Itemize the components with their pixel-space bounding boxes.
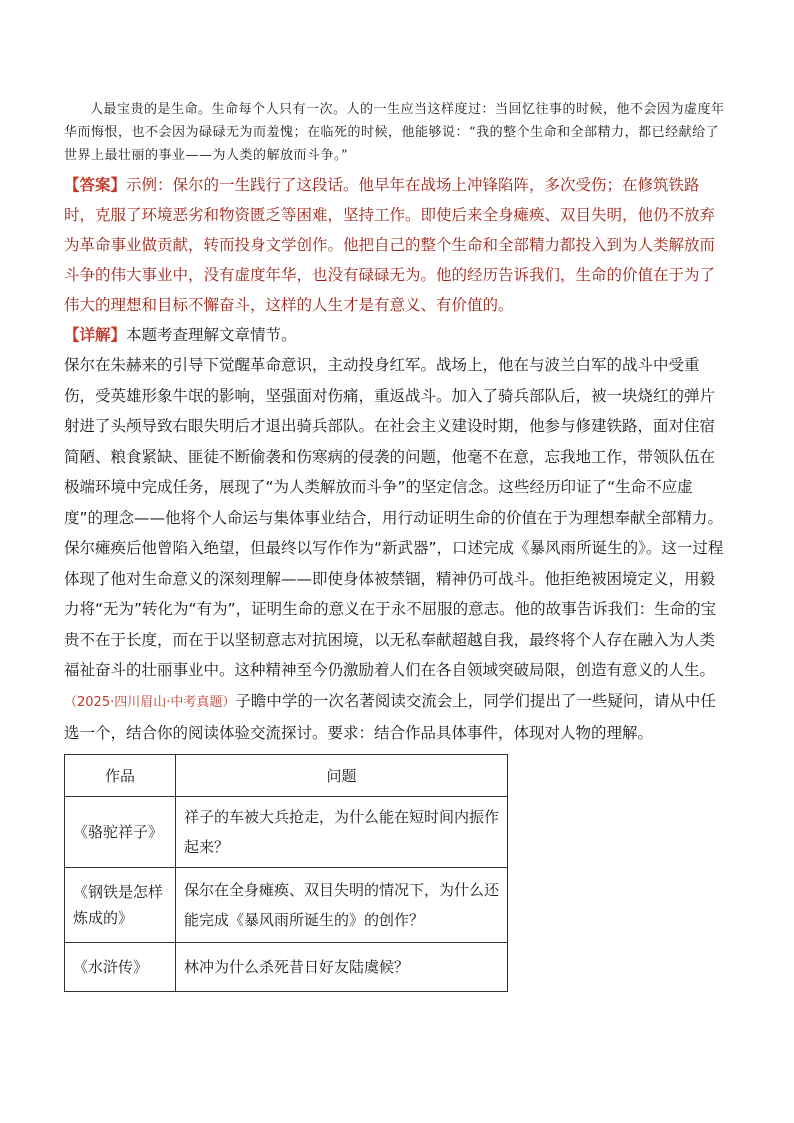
table-cell-work: 《水浒传》	[65, 942, 176, 991]
detail-text: 本题考查理解文章情节。	[126, 326, 297, 344]
answer-tag: 【答案】	[64, 176, 127, 194]
table-row	[65, 796, 508, 867]
question-paragraph	[64, 686, 726, 748]
table-row	[65, 942, 508, 991]
detail-tag: 【详解】	[64, 326, 127, 344]
detail-paragraph	[64, 320, 726, 350]
analysis-paragraph: 保尔在朱赫来的引导下觉醒革命意识，主动投身红军。战场上，他在与波兰白军的战斗中受重伤，受英雄形象牛氓的影响，坚强面对伤痛，重返战斗。加入了骑兵部队后，被一块烧红的弹片射进了头颅导致右眼失明后才退出骑兵部队。在社会主义建设时期，他参与修建铁路，面对住宿简陋、粮食紧缺、匪徒不断偷袭和伤寒病的侵袭的问题，他毫不在意，忘我地工作，带领队伍在极端环境中完成任务，展现了“为人类解放而斗争”的坚定信念。这些经历印证了“生命不应虚度”的理念——他将个人命运与集体事业结合，用行动证明生命的价值在于为理想奉献全部精力。保尔瘫痪后他曾陷入绝望，但最终以写作作为“新武器”，口述完成《暴风雨所诞生的》。这一过程体现了他对生命意义的深刻理解——即使身体被禁锢，精神仍可战斗。他拒绝被困境定义，用毅力将“无为”转化为“有为”，证明生命的意义在于永不屈服的意志。他的故事告诉我们：生命的宝贵不在于长度，而在于以坚韧意志对抗困境，以无私奉献超越自我，最终将个人存在融入为人类福祉奋斗的壮丽事业中。这种精神至今仍激励着人们在各自领域突破局限，创造有意义的人生。	[64, 356, 724, 679]
table-header-question: 问题	[176, 754, 508, 796]
table-cell-question: 祥子的车被大兵抢走，为什么能在短时间内振作起来？	[176, 796, 508, 867]
table-header-row	[65, 754, 508, 796]
table-header-work: 作品	[65, 754, 176, 796]
table-cell-work: 《钢铁是怎样炼成的》	[65, 867, 176, 942]
question-source: （2025·四川眉山·中考真题）	[64, 694, 236, 710]
works-table	[64, 754, 508, 992]
table-row	[65, 867, 508, 942]
answer-text: 示例：保尔的一生践行了这段话。他早年在战场上冲锋陷阵，多次受伤；在修筑铁路时，克服了环境恶劣和物资匮乏等困难，坚持工作。即使后来全身瘫痪、双目失明，他仍不放弃为革命事业做贡献，转而投身文学创作。他把自己的整个生命和全部精力都投入到为人类解放而斗争的伟大事业中，没有虚度年华，也没有碌碌无为。他的经历告诉我们，生命的价值在于为了伟大的理想和目标不懈奋斗，这样的人生才是有意义、有价值的。	[64, 176, 716, 314]
quote-paragraph: 人最宝贵的是生命。生命每个人只有一次。人的一生应当这样度过：当回忆往事的时候，他不会因为虚度年华而悔恨，也不会因为碌碌无为而羞愧；在临死的时候，他能够说：“我的整个生命和全部精力，都已经献给了世界上最壮丽的事业——为人类的解放而斗争。”	[64, 102, 725, 163]
table-cell-question: 林冲为什么杀死昔日好友陆虞候？	[176, 942, 508, 991]
table-cell-question: 保尔在全身瘫痪、双目失明的情况下，为什么还能完成《暴风雨所诞生的》的创作？	[176, 867, 508, 942]
answer-paragraph	[64, 170, 726, 320]
question-text: 子瞻中学的一次名著阅读交流会上，同学们提出了一些疑问，请从中任选一个，结合你的阅读体验交流探讨。要求：结合作品具体事件，体现对人物的理解。	[64, 691, 716, 742]
document-page	[64, 98, 726, 992]
table-cell-work: 《骆驼祥子》	[65, 796, 176, 867]
